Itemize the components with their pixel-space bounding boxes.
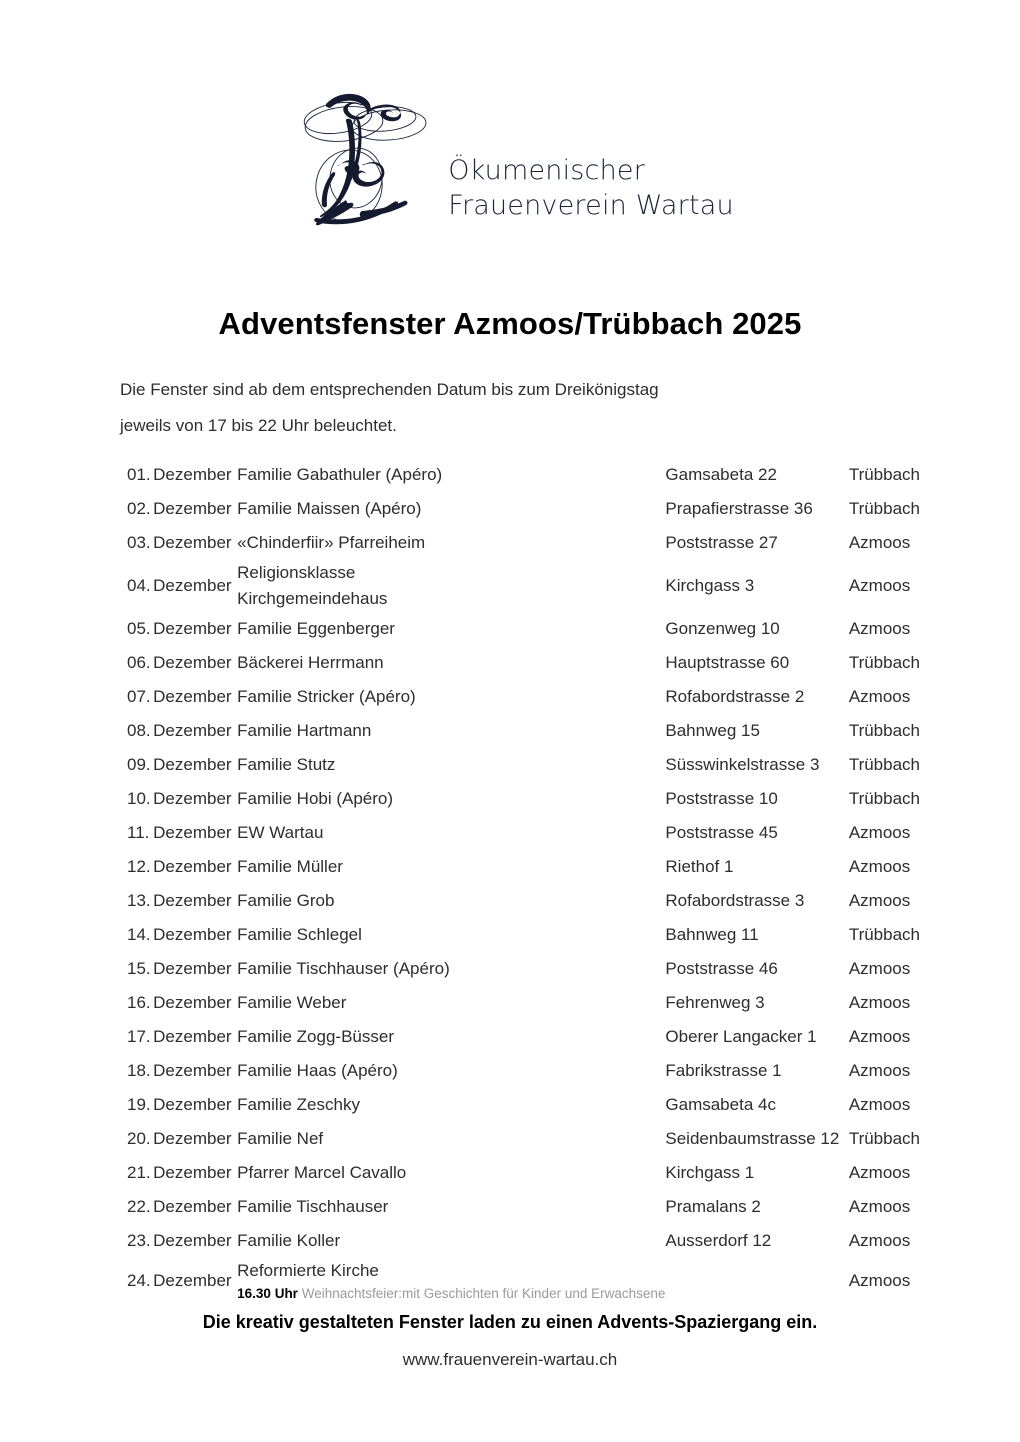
cell-host-name-text: Familie Müller xyxy=(237,857,343,876)
cell-month: Dezember xyxy=(153,925,232,944)
cell-address: Kirchgass 1 xyxy=(665,1163,755,1182)
cell-town: Azmoos xyxy=(848,891,911,910)
cell-day: 03. xyxy=(127,533,151,552)
cell-host-name xyxy=(237,918,665,952)
cell-host-name-text: Familie Stutz xyxy=(237,755,336,774)
schedule-body xyxy=(120,458,920,1303)
table-row xyxy=(120,952,920,986)
table-row xyxy=(120,646,920,680)
cell-host-name-text: Familie Tischhauser (Apéro) xyxy=(237,959,450,978)
cell-month: Dezember xyxy=(153,687,232,706)
cell-host-name xyxy=(237,646,665,680)
cell-host-name-line-2: Kirchgemeindehaus xyxy=(237,589,388,608)
cell-month: Dezember xyxy=(153,959,232,978)
logo-line-1: Ökumenischer xyxy=(448,154,646,186)
cell-address: Süsswinkelstrasse 3 xyxy=(665,755,820,774)
table-row xyxy=(120,850,920,884)
cell-host-name xyxy=(237,850,665,884)
cell-host-name-text: Familie Hartmann xyxy=(237,721,372,740)
cell-address: Oberer Langacker 1 xyxy=(665,1027,817,1046)
cell-host-name xyxy=(237,952,665,986)
cell-address: Bahnweg 15 xyxy=(665,721,760,740)
cell-host-name-text: Familie Maissen (Apéro) xyxy=(237,499,422,518)
intro-line-1: Die Fenster sind ab dem entsprechenden Datum bis zum Dreikönigstag xyxy=(120,380,659,399)
cell-host-name xyxy=(237,714,665,748)
cell-host-name xyxy=(237,612,665,646)
cell-month: Dezember xyxy=(153,789,232,808)
cell-address: Kirchgass 3 xyxy=(665,576,755,595)
cell-address: Pramalans 2 xyxy=(665,1197,761,1216)
cell-address: Poststrasse 10 xyxy=(665,789,778,808)
cell-host-name-text: EW Wartau xyxy=(237,823,324,842)
intro-paragraph xyxy=(120,372,900,444)
cell-month: Dezember xyxy=(153,823,232,842)
cell-host-name xyxy=(237,1088,665,1122)
cell-month: Dezember xyxy=(153,465,232,484)
cell-host-note xyxy=(237,1285,665,1303)
cell-day: 09. xyxy=(127,755,151,774)
cell-host-name-text: Pfarrer Marcel Cavallo xyxy=(237,1163,407,1182)
cell-day: 06. xyxy=(127,653,151,672)
cell-host-name-line-1: Religionsklasse xyxy=(237,563,356,582)
table-row xyxy=(120,560,920,612)
cell-month: Dezember xyxy=(153,1061,232,1080)
cell-address: Gonzenweg 10 xyxy=(665,619,780,638)
cell-town: Trübbach xyxy=(848,721,920,740)
cell-day: 21. xyxy=(127,1163,151,1182)
cell-address: Prapafierstrasse 36 xyxy=(665,499,813,518)
cell-day: 05. xyxy=(127,619,151,638)
cell-day: 18. xyxy=(127,1061,151,1080)
cell-month: Dezember xyxy=(153,1095,232,1114)
cell-address: Hauptstrasse 60 xyxy=(665,653,790,672)
cell-host-name-text: Familie Koller xyxy=(237,1231,341,1250)
cell-address: Fehrenweg 3 xyxy=(665,993,765,1012)
cell-town: Azmoos xyxy=(848,687,911,706)
cell-host-name xyxy=(237,1224,665,1258)
table-row xyxy=(120,748,920,782)
table-row xyxy=(120,1088,920,1122)
cell-town: Azmoos xyxy=(848,1163,911,1182)
frauenverein-calligraphy-logo-icon xyxy=(286,78,438,240)
cell-month: Dezember xyxy=(153,499,232,518)
cell-address: Poststrasse 27 xyxy=(665,533,778,552)
cell-address: Fabrikstrasse 1 xyxy=(665,1061,782,1080)
table-row xyxy=(120,1156,920,1190)
cell-address: Bahnweg 11 xyxy=(665,925,759,944)
cell-host-name-text: Familie Schlegel xyxy=(237,925,362,944)
cell-day: 13. xyxy=(127,891,151,910)
cell-host-name-text: Bäckerei Herrmann xyxy=(237,653,384,672)
website-link[interactable]: www.frauenverein-wartau.ch xyxy=(402,1350,618,1369)
logo-line-2: Frauenverein Wartau xyxy=(448,190,734,221)
table-row xyxy=(120,884,920,918)
cell-town: Trübbach xyxy=(848,1129,920,1148)
cell-town: Azmoos xyxy=(848,857,911,876)
advent-window-schedule-table xyxy=(120,458,920,1303)
cell-month: Dezember xyxy=(153,857,232,876)
cell-host-name-text: Familie Hobi (Apéro) xyxy=(237,789,394,808)
cell-host-name xyxy=(237,782,665,816)
cell-address: Riethof 1 xyxy=(665,857,734,876)
cell-town: Azmoos xyxy=(848,959,911,978)
cell-day: 07. xyxy=(127,687,151,706)
table-row xyxy=(120,918,920,952)
cell-month: Dezember xyxy=(153,1027,232,1046)
cell-town: Trübbach xyxy=(848,789,920,808)
cell-town: Azmoos xyxy=(848,1270,911,1290)
cell-address: Rofabordstrasse 2 xyxy=(665,687,805,706)
table-row xyxy=(120,458,920,492)
cell-month: Dezember xyxy=(153,1129,232,1148)
cell-host-name-text: Familie Zeschky xyxy=(237,1095,360,1114)
cell-month: Dezember xyxy=(153,721,232,740)
cell-month: Dezember xyxy=(153,619,232,638)
cell-town: Azmoos xyxy=(848,1095,911,1114)
cell-host-name xyxy=(237,986,665,1020)
cell-month: Dezember xyxy=(153,1163,232,1182)
cell-host-name xyxy=(237,1054,665,1088)
cell-day: 23. xyxy=(127,1231,151,1250)
table-row xyxy=(120,986,920,1020)
table-row xyxy=(120,816,920,850)
cell-host-name-text: Familie Grob xyxy=(237,891,335,910)
cell-town: Trübbach xyxy=(848,653,920,672)
cell-host-name-text: Familie Zogg-Büsser xyxy=(237,1027,394,1046)
table-row xyxy=(120,526,920,560)
cell-host-name-text: «Chinderfiir» Pfarreiheim xyxy=(237,533,426,552)
cell-day: 01. xyxy=(127,465,151,484)
page-title: Adventsfenster Azmoos/Trübbach 2025 xyxy=(218,305,802,341)
cell-town: Azmoos xyxy=(848,619,911,638)
cell-address xyxy=(665,1258,848,1303)
cell-host-name-text: Familie Nef xyxy=(237,1129,324,1148)
cell-day: 04. xyxy=(127,576,151,595)
cell-host-name xyxy=(237,1258,665,1303)
table-row xyxy=(120,1020,920,1054)
cell-month: Dezember xyxy=(153,1231,232,1250)
table-row xyxy=(120,714,920,748)
cell-host-name-text: Reformierte Kirche xyxy=(237,1261,379,1280)
cell-host-name xyxy=(237,1156,665,1190)
cell-day: 14. xyxy=(127,925,151,944)
cell-host-name xyxy=(237,492,665,526)
cell-day: 12. xyxy=(127,857,151,876)
table-row xyxy=(120,1054,920,1088)
table-row xyxy=(120,1258,920,1303)
cell-town: Azmoos xyxy=(848,533,911,552)
cell-host-name xyxy=(237,1020,665,1054)
cell-host-name xyxy=(237,884,665,918)
cell-host-name xyxy=(237,1122,665,1156)
cell-day: 22. xyxy=(127,1197,151,1216)
cell-address: Ausserdorf 12 xyxy=(665,1231,772,1250)
cell-day: 02. xyxy=(127,499,151,518)
cell-address: Gamsabeta 4c xyxy=(665,1095,776,1114)
table-row xyxy=(120,1122,920,1156)
cell-month: Dezember xyxy=(153,1270,232,1290)
cell-month: Dezember xyxy=(153,891,232,910)
table-row xyxy=(120,492,920,526)
cell-month: Dezember xyxy=(153,993,232,1012)
cell-day: 24. xyxy=(127,1270,151,1290)
cell-host-name xyxy=(237,458,665,492)
cell-host-name xyxy=(237,526,665,560)
cell-day: 16. xyxy=(127,993,151,1012)
cell-host-note-time: 16.30 Uhr xyxy=(237,1286,298,1301)
cell-host-name-text: Familie Gabathuler (Apéro) xyxy=(237,465,443,484)
table-row xyxy=(120,612,920,646)
cell-month: Dezember xyxy=(153,1197,232,1216)
cell-host-name-text: Familie Haas (Apéro) xyxy=(237,1061,398,1080)
cell-address: Poststrasse 45 xyxy=(665,823,778,842)
cell-day: 11. xyxy=(127,823,150,842)
cell-town: Azmoos xyxy=(848,1027,911,1046)
cell-town: Azmoos xyxy=(848,576,911,595)
cell-town: Azmoos xyxy=(848,1197,911,1216)
intro-line-2: jeweils von 17 bis 22 Uhr beleuchtet. xyxy=(120,416,397,435)
cell-town: Azmoos xyxy=(848,1061,911,1080)
cell-address: Rofabordstrasse 3 xyxy=(665,891,805,910)
cell-town: Trübbach xyxy=(848,925,920,944)
cell-day: 17. xyxy=(127,1027,151,1046)
cell-address: Gamsabeta 22 xyxy=(665,465,777,484)
cell-town: Azmoos xyxy=(848,823,911,842)
cell-host-name xyxy=(237,748,665,782)
cell-day: 20. xyxy=(127,1129,151,1148)
cell-day: 10. xyxy=(127,789,151,808)
cell-host-name-text: Familie Stricker (Apéro) xyxy=(237,687,416,706)
cell-host-name xyxy=(237,560,665,612)
table-row xyxy=(120,680,920,714)
cell-host-name xyxy=(237,680,665,714)
table-row xyxy=(120,1190,920,1224)
cell-month: Dezember xyxy=(153,653,232,672)
cell-town: Azmoos xyxy=(848,1231,911,1250)
cell-month: Dezember xyxy=(153,576,232,595)
table-row xyxy=(120,782,920,816)
cell-town: Trübbach xyxy=(848,465,920,484)
cell-host-name-text: Familie Tischhauser xyxy=(237,1197,389,1216)
cell-month: Dezember xyxy=(153,533,232,552)
cell-day: 19. xyxy=(127,1095,151,1114)
organization-logo xyxy=(0,78,1020,240)
cell-host-name-text: Familie Eggenberger xyxy=(237,619,395,638)
cell-address: Poststrasse 46 xyxy=(665,959,778,978)
cell-town: Trübbach xyxy=(848,755,920,774)
cell-host-name xyxy=(237,1190,665,1224)
cell-host-name-text: Familie Weber xyxy=(237,993,347,1012)
cell-day: 08. xyxy=(127,721,151,740)
cell-month: Dezember xyxy=(153,755,232,774)
table-row xyxy=(120,1224,920,1258)
cell-town: Azmoos xyxy=(848,993,911,1012)
cell-host-note-text: Weihnachtsfeier:mit Geschichten für Kinder und Erwachsene xyxy=(297,1286,666,1301)
cell-address: Seidenbaumstrasse 12 xyxy=(665,1129,840,1148)
cell-town: Trübbach xyxy=(848,499,920,518)
cell-day: 15. xyxy=(127,959,151,978)
cell-host-name xyxy=(237,816,665,850)
footer-tagline: Die kreativ gestalteten Fenster laden zu einen Advents-Spaziergang ein. xyxy=(202,1312,818,1332)
